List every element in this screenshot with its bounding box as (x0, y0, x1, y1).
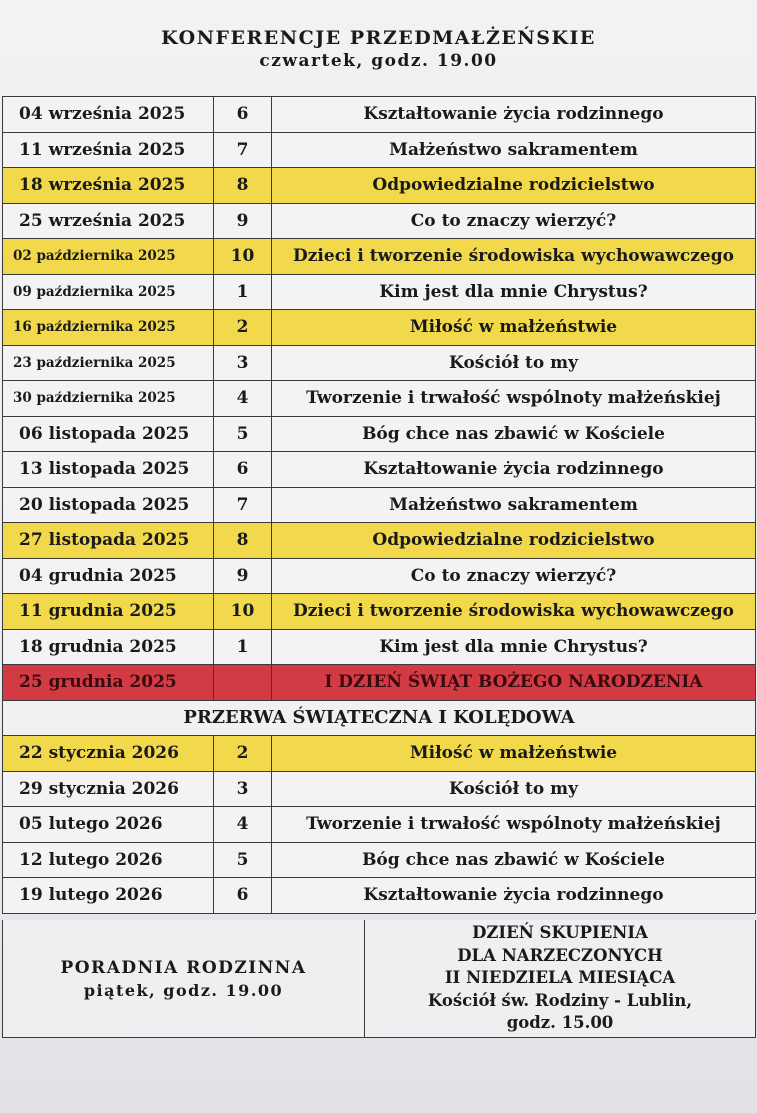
row-topic: Kim jest dla mnie Chrystus? (272, 274, 756, 310)
schedule-row (3, 487, 756, 523)
row-number: 6 (214, 878, 272, 914)
row-topic: Tworzenie i trwałość wspólnoty małżeńskiej (272, 381, 756, 417)
row-date: 29 stycznia 2026 (3, 771, 214, 807)
footer-retreat (365, 920, 755, 1037)
row-number: 1 (214, 629, 272, 665)
row-date: 22 stycznia 2026 (3, 736, 214, 772)
row-number: 3 (214, 771, 272, 807)
row-number: 5 (214, 842, 272, 878)
row-date: 04 września 2025 (3, 97, 214, 133)
schedule-row (3, 274, 756, 310)
row-topic: Odpowiedzialne rodzicielstwo (272, 168, 756, 204)
footer-box (2, 920, 756, 1038)
schedule-table (2, 96, 756, 914)
schedule-row (3, 416, 756, 452)
row-date: 25 września 2025 (3, 203, 214, 239)
row-date: 06 listopada 2025 (3, 416, 214, 452)
row-date: 18 września 2025 (3, 168, 214, 204)
row-date: 11 grudnia 2025 (3, 594, 214, 630)
row-topic: Tworzenie i trwałość wspólnoty małżeńskiej (272, 807, 756, 843)
schedule-row (3, 594, 756, 630)
row-number: 2 (214, 310, 272, 346)
row-topic: Co to znaczy wierzyć? (272, 558, 756, 594)
row-date: 05 lutego 2026 (3, 807, 214, 843)
schedule-row (3, 310, 756, 346)
poster-header (0, 26, 757, 72)
row-topic: Małżeństwo sakramentem (272, 487, 756, 523)
counseling-title: PORADNIA RODZINNA (60, 957, 307, 978)
break-label: PRZERWA ŚWIĄTECZNA I KOLĘDOWA (3, 700, 756, 736)
counseling-time: piątek, godz. 19.00 (83, 980, 284, 1000)
row-number: 7 (214, 132, 272, 168)
schedule-row (3, 807, 756, 843)
row-date: 23 października 2025 (3, 345, 214, 381)
schedule-row (3, 132, 756, 168)
row-topic: Kształtowanie życia rodzinnego (272, 878, 756, 914)
schedule-row (3, 239, 756, 275)
row-number: 6 (214, 452, 272, 488)
row-number: 10 (214, 594, 272, 630)
schedule-row (3, 452, 756, 488)
row-date: 18 grudnia 2025 (3, 629, 214, 665)
poster-title: KONFERENCJE PRZEDMAŁŻEŃSKIE (161, 27, 596, 49)
row-number: 2 (214, 736, 272, 772)
schedule-body (3, 97, 756, 914)
schedule-row (3, 97, 756, 133)
row-date: 09 października 2025 (3, 274, 214, 310)
row-topic: Miłość w małżeństwie (272, 310, 756, 346)
row-number: 3 (214, 345, 272, 381)
row-number: 9 (214, 558, 272, 594)
row-number: 6 (214, 97, 272, 133)
retreat-line-5: godz. 15.00 (506, 1013, 614, 1033)
row-date: 25 grudnia 2025 (3, 665, 214, 701)
schedule-row (3, 878, 756, 914)
retreat-line-4: Kościół św. Rodziny - Lublin, (427, 990, 693, 1010)
row-topic: Miłość w małżeństwie (272, 736, 756, 772)
row-topic: Bóg chce nas zbawić w Kościele (272, 842, 756, 878)
row-topic: Co to znaczy wierzyć? (272, 203, 756, 239)
row-number: 1 (214, 274, 272, 310)
row-topic: Odpowiedzialne rodzicielstwo (272, 523, 756, 559)
retreat-line-1: DZIEŃ SKUPIENIA (472, 923, 648, 943)
footer-counseling (3, 920, 365, 1037)
row-number: 7 (214, 487, 272, 523)
row-topic: Kształtowanie życia rodzinnego (272, 97, 756, 133)
poster-subtitle: czwartek, godz. 19.00 (259, 51, 498, 71)
row-topic: Kim jest dla mnie Chrystus? (272, 629, 756, 665)
break-row (3, 700, 756, 736)
schedule-row (3, 558, 756, 594)
row-number: 4 (214, 807, 272, 843)
schedule-row (3, 523, 756, 559)
schedule-row (3, 629, 756, 665)
row-number: 5 (214, 416, 272, 452)
row-date: 02 października 2025 (3, 239, 214, 275)
row-date: 16 października 2025 (3, 310, 214, 346)
row-topic: Dzieci i tworzenie środowiska wychowawczego (272, 594, 756, 630)
row-date: 27 listopada 2025 (3, 523, 214, 559)
row-topic: Kościół to my (272, 771, 756, 807)
row-number: 10 (214, 239, 272, 275)
schedule-row (3, 381, 756, 417)
row-date: 11 września 2025 (3, 132, 214, 168)
row-date: 19 lutego 2026 (3, 878, 214, 914)
row-topic: I DZIEŃ ŚWIĄT BOŻEGO NARODZENIA (272, 665, 756, 701)
retreat-line-2: DLA NARZECZONYCH (457, 945, 663, 965)
row-date: 12 lutego 2026 (3, 842, 214, 878)
row-date: 20 listopada 2025 (3, 487, 214, 523)
row-topic: Kształtowanie życia rodzinnego (272, 452, 756, 488)
row-topic: Bóg chce nas zbawić w Kościele (272, 416, 756, 452)
row-topic: Dzieci i tworzenie środowiska wychowawczego (272, 239, 756, 275)
row-date: 04 grudnia 2025 (3, 558, 214, 594)
row-number: 8 (214, 168, 272, 204)
retreat-line-3: II NIEDZIELA MIESIĄCA (444, 968, 676, 988)
schedule-row (3, 771, 756, 807)
schedule-row (3, 842, 756, 878)
schedule-row (3, 345, 756, 381)
schedule-row (3, 203, 756, 239)
row-date: 30 października 2025 (3, 381, 214, 417)
schedule-row (3, 168, 756, 204)
row-topic: Małżeństwo sakramentem (272, 132, 756, 168)
row-number: 9 (214, 203, 272, 239)
row-number: 4 (214, 381, 272, 417)
schedule-row (3, 736, 756, 772)
row-number (214, 665, 272, 701)
row-topic: Kościół to my (272, 345, 756, 381)
row-number: 8 (214, 523, 272, 559)
schedule-row (3, 665, 756, 701)
row-date: 13 listopada 2025 (3, 452, 214, 488)
